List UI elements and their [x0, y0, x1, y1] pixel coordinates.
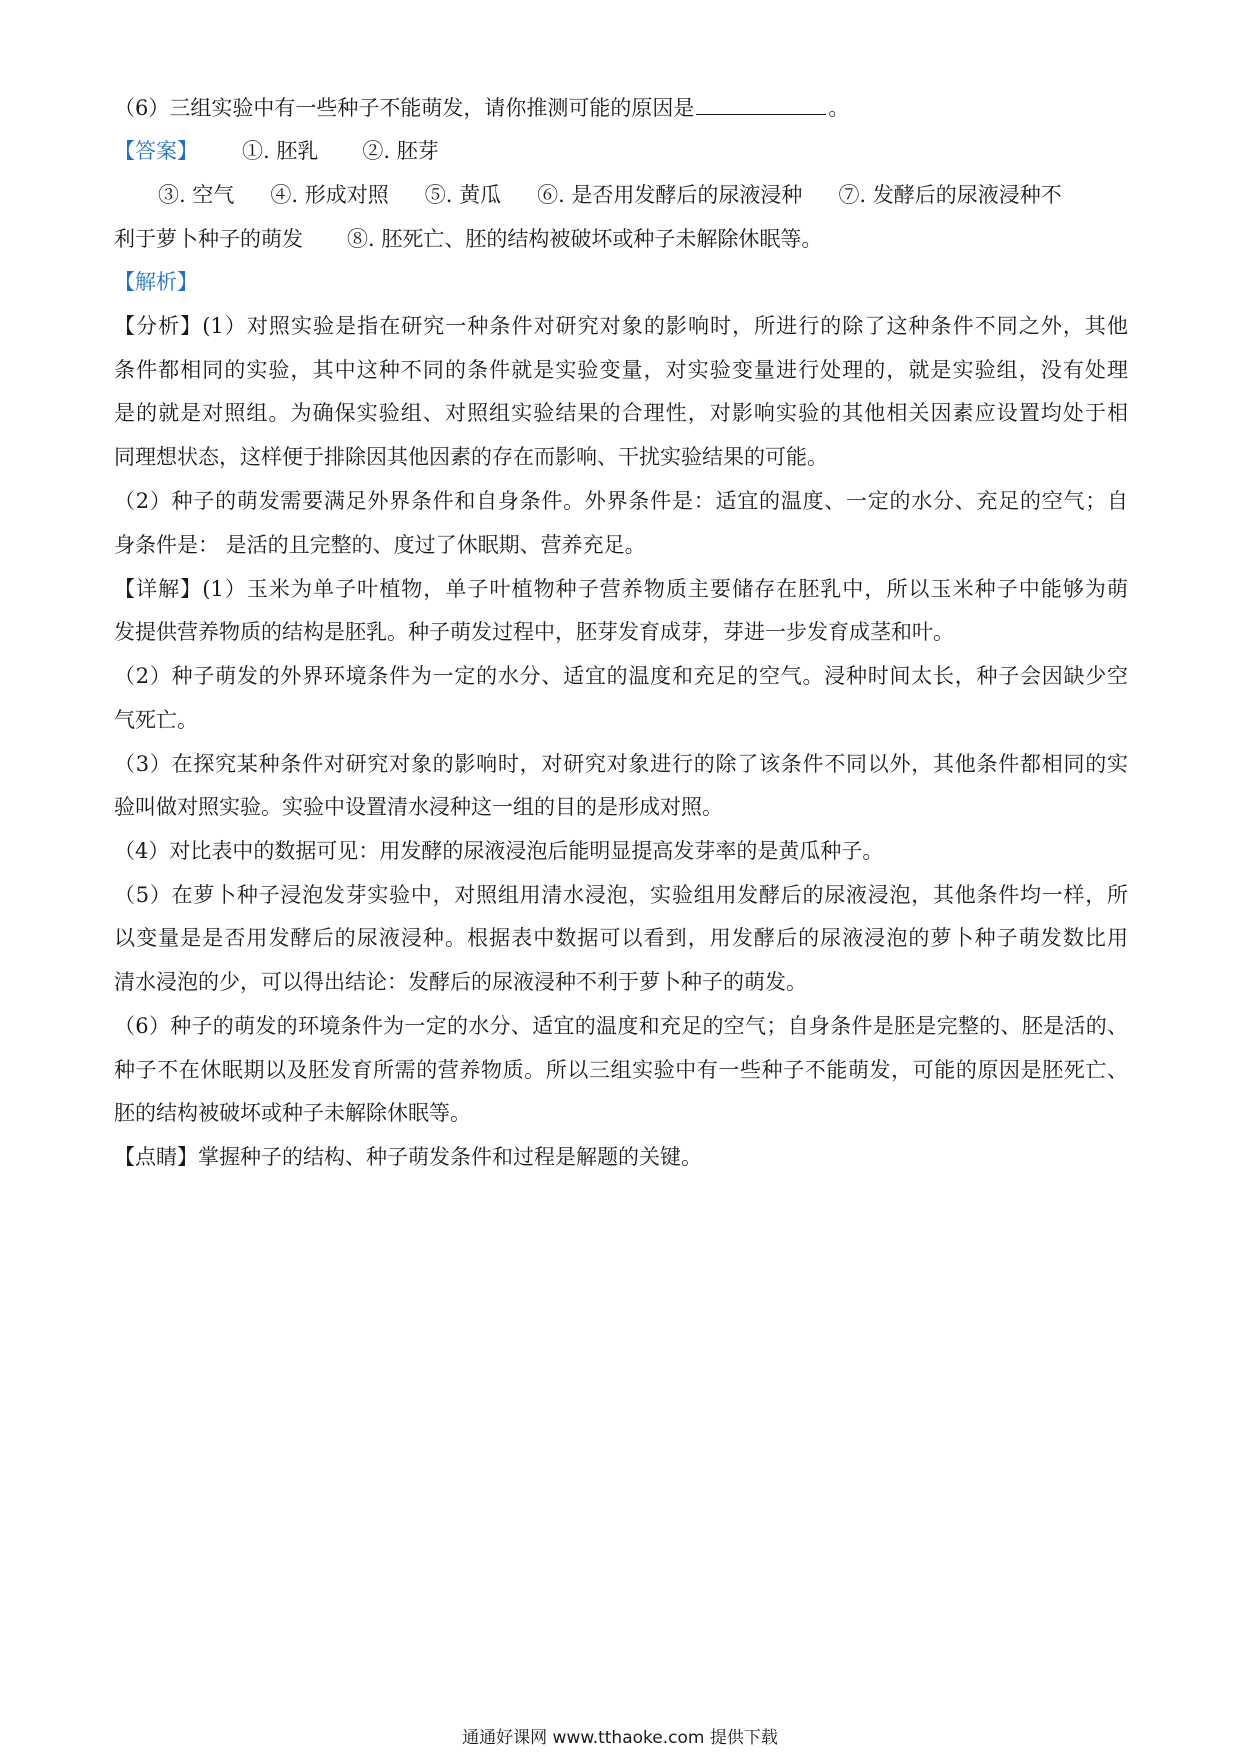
- question-6-end: 。: [828, 96, 850, 120]
- answer-7a: ⑦. 发酵后的尿液浸种不: [838, 183, 1062, 207]
- analysis-line: 胚的结构被破坏或种子未解除休眠等。: [114, 1101, 471, 1125]
- answer-8: ⑧. 胚死亡、胚的结构被破坏或种子未解除休眠等。: [347, 227, 823, 251]
- analysis-line: （5）在萝卜种子浸泡发芽实验中，对照组用清水浸泡，实验组用发酵后的尿液浸泡，其他条件均一样，所: [114, 883, 1128, 907]
- analysis-line: （2）种子萌发的外界环境条件为一定的水分、适宜的温度和充足的空气。浸种时间太长，种子会因缺少空: [114, 664, 1128, 688]
- analysis-line: 条件都相同的实验，其中这种不同的条件就是实验变量，对实验变量进行处理的，就是实验组，没有处理: [114, 358, 1128, 382]
- answer-2: ②. 胚芽: [362, 139, 439, 163]
- analysis-line: 【详解】(1）玉米为单子叶植物，单子叶植物种子营养物质主要储存在胚乳中，所以玉米种子中能够为萌: [114, 577, 1128, 601]
- analysis-line: （2）种子的萌发需要满足外界条件和自身条件。外界条件是：适宜的温度、一定的水分、充足的空气；自: [114, 489, 1128, 513]
- analysis-line: 以变量是是否用发酵后的尿液浸种。根据表中数据可以看到，用发酵后的尿液浸泡的萝卜种子萌发数比用: [114, 926, 1128, 950]
- analysis-line: 清水浸泡的少，可以得出结论：发酵后的尿液浸种不利于萝卜种子的萌发。: [114, 970, 807, 994]
- analysis-line: 【点睛】掌握种子的结构、种子萌发条件和过程是解题的关键。: [114, 1145, 702, 1169]
- analysis-line: 是的就是对照组。为确保实验组、对照组实验结果的合理性，对影响实验的其他相关因素应设置均处于相: [114, 401, 1128, 425]
- answer-1: ①. 胚乳: [242, 139, 319, 163]
- answer-7b: 利于萝卜种子的萌发: [114, 227, 303, 251]
- analysis-line: 同理想状态，这样便于排除因其他因素的存在而影响、干扰实验结果的可能。: [114, 445, 828, 469]
- analysis-line: 气死亡。: [114, 708, 198, 732]
- analysis-line: 验叫做对照实验。实验中设置清水浸种这一组的目的是形成对照。: [114, 795, 723, 819]
- answer-6: ⑥. 是否用发酵后的尿液浸种: [537, 183, 803, 207]
- footer-watermark: 通通好课网 www.tthaoke.com 提供下载: [462, 1728, 778, 1748]
- question-6: [114, 93, 1128, 123]
- answer-line-3: [114, 224, 1128, 254]
- answer-3: ③. 空气: [158, 183, 235, 207]
- analysis-line: 身条件是： 是活的且完整的、度过了休眠期、营养充足。: [114, 533, 646, 557]
- analysis-line: 发提供营养物质的结构是胚乳。种子萌发过程中，胚芽发育成芽，芽进一步发育成茎和叶。: [114, 620, 954, 644]
- analysis-line: 【分析】(1）对照实验是指在研究一种条件对研究对象的影响时，所进行的除了这种条件不同之外，其他: [114, 314, 1128, 338]
- analysis-line: （3）在探究某种条件对研究对象的影响时，对研究对象进行的除了该条件不同以外，其他条件都相同的实: [114, 752, 1128, 776]
- answer-blank: [696, 94, 826, 115]
- analysis-line: 种子不在休眠期以及胚发育所需的营养物质。所以三组实验中有一些种子不能萌发，可能的原因是胚死亡、: [114, 1058, 1128, 1082]
- analysis-line: （4）对比表中的数据可见：用发酵的尿液浸泡后能明显提高发芽率的是黄瓜种子。: [114, 839, 884, 863]
- answer-4: ④. 形成对照: [270, 183, 389, 207]
- analysis-tag: 【解析】: [114, 270, 198, 294]
- answer-5: ⑤. 黄瓜: [424, 183, 502, 207]
- question-6-text: （6）三组实验中有一些种子不能萌发，请你推测可能的原因是: [114, 96, 695, 120]
- answer-tag: 【答案】: [114, 139, 198, 163]
- answer-line-2: [158, 180, 1128, 210]
- analysis-line: （6）种子的萌发的环境条件为一定的水分、适宜的温度和充足的空气；自身条件是胚是完整的、胚是活的、: [114, 1014, 1128, 1038]
- answer-line-1: [114, 136, 1128, 166]
